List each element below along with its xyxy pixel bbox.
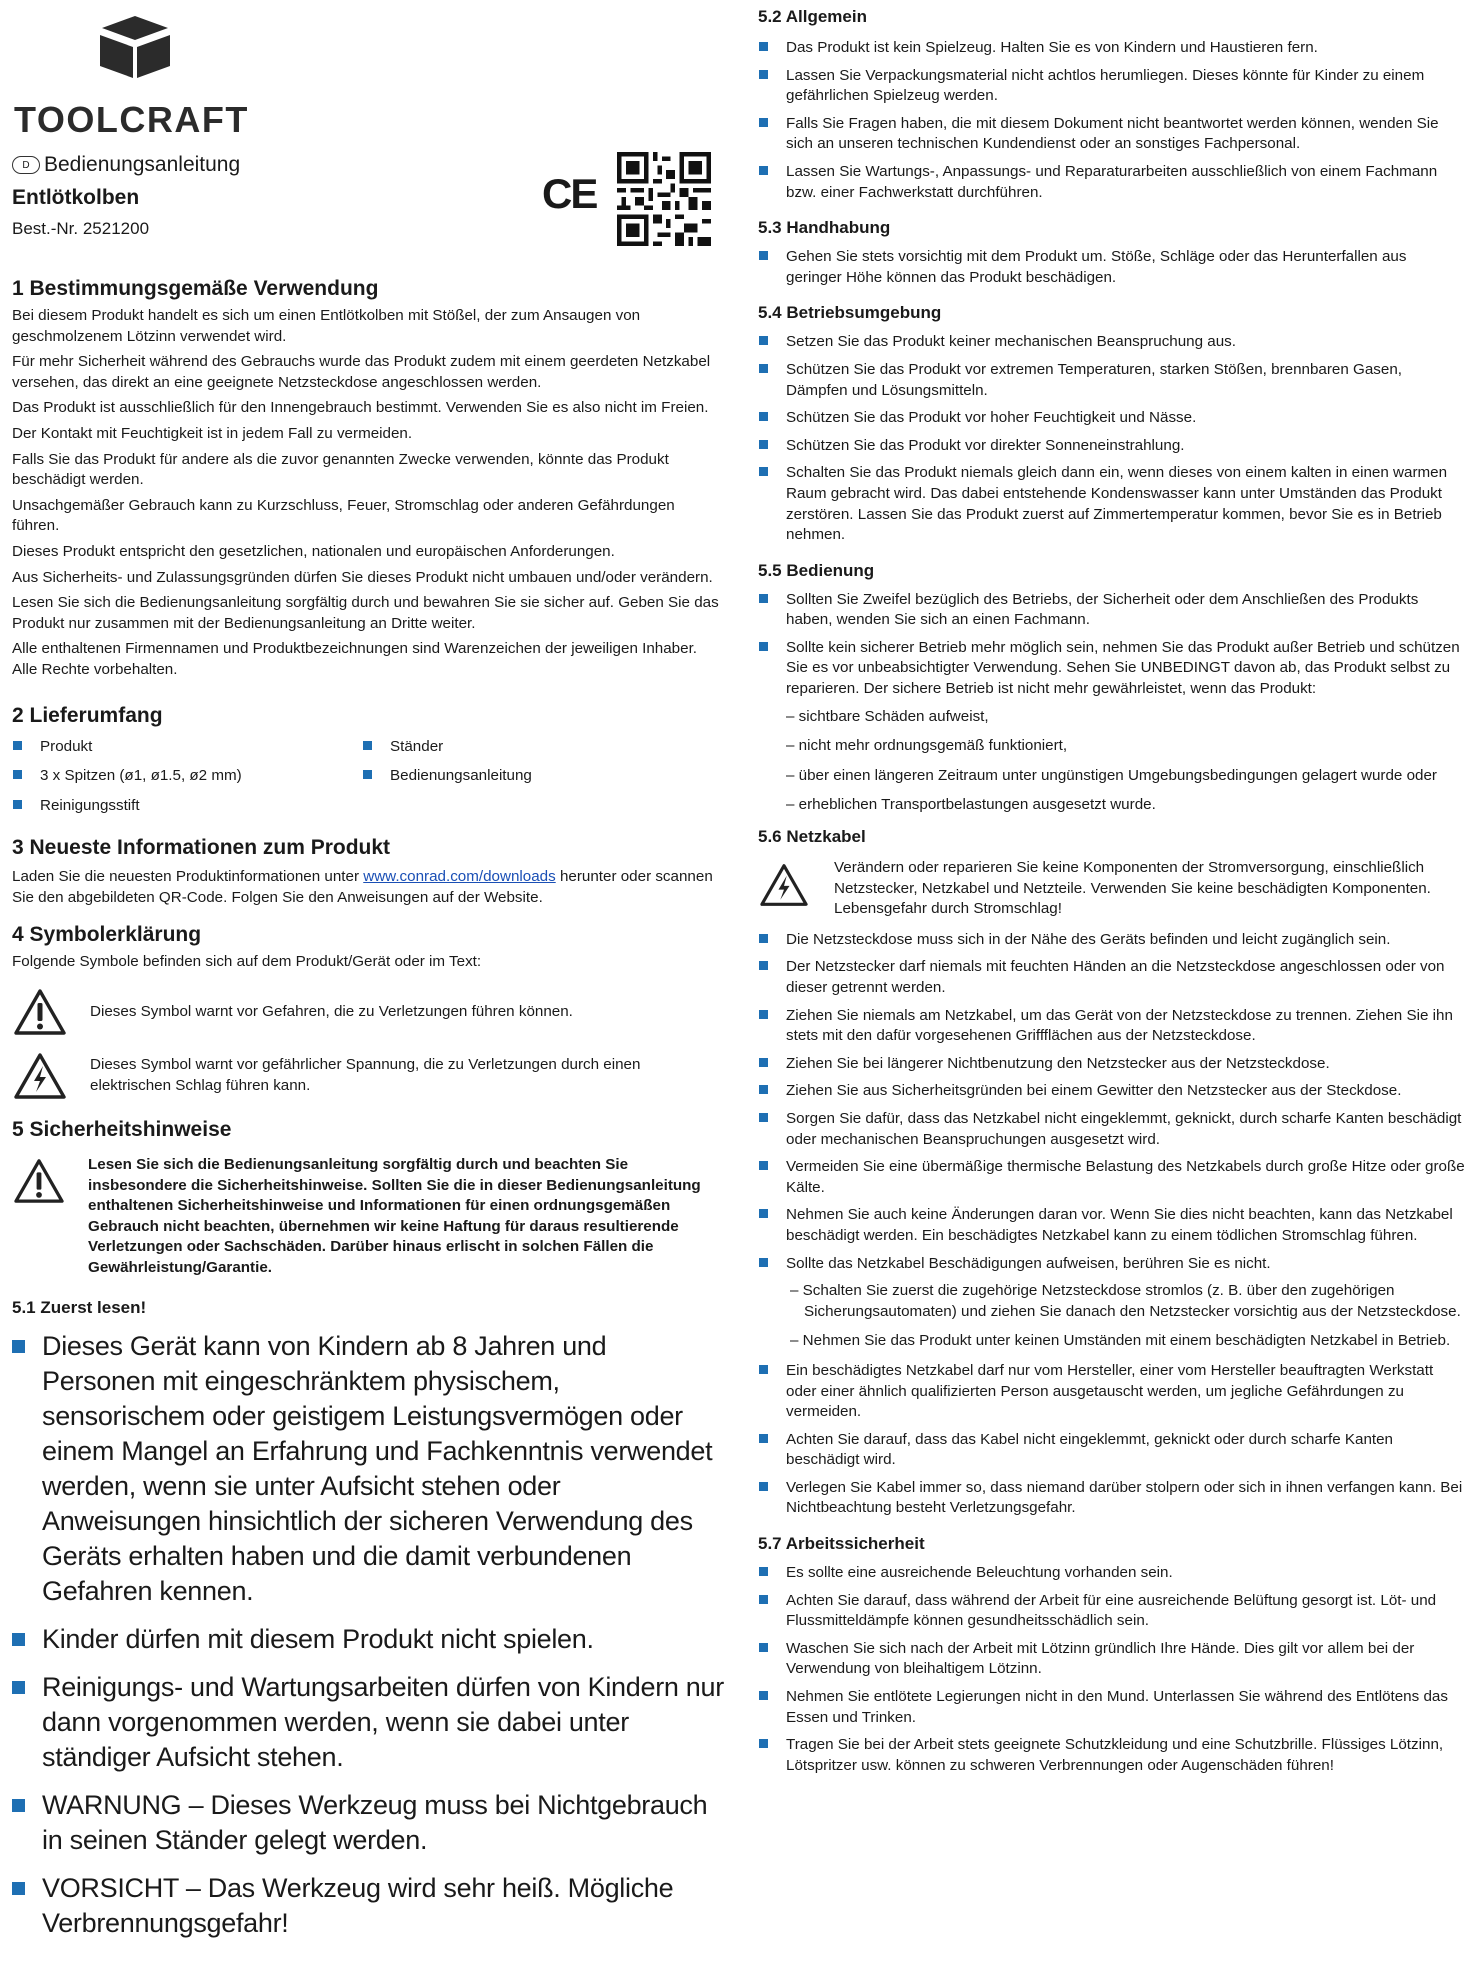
symbol-row [12, 987, 724, 1037]
sub-item: – erheblichen Transportbelastungen ausgesetzt wurde. [786, 796, 1156, 814]
language-d-icon [12, 156, 40, 174]
work-safety-list [758, 1563, 1466, 1776]
section-symbols [12, 922, 724, 1101]
paragraph: Bei diesem Produkt handelt es sich um einen Entlötkolben mit Stößel, der zum Ansaugen von geschmolzenem Lötzinn verwendet wird. [12, 307, 641, 345]
section-read-first [12, 1297, 724, 1941]
list-item: Kinder dürfen mit diesem Produkt nicht spielen. [12, 1622, 724, 1657]
list-item: Ständer [362, 737, 532, 758]
handling-list [758, 247, 1466, 288]
high-voltage-icon [758, 862, 810, 908]
section-title: 5.5 Bedienung [758, 560, 875, 580]
list-item: Achten Sie darauf, dass während der Arbeit für eine ausreichende Belüftung gesorgt ist. Löt- und Flussmitteldämpfe können gesundheitsschädlich sein. [758, 1591, 1466, 1632]
section-title: 5.3 Handhabung [758, 218, 891, 238]
list-item: Achten Sie darauf, dass das Kabel nicht eingeklemmt, geknickt oder durch scharfe Kanten beschädigt wird. [758, 1430, 1466, 1471]
list-item: Verlegen Sie Kabel immer so, dass niemand darüber stolpern oder sich in ihnen verfangen kann. Bei Nichtbeachtung besteht Verletzungsgefahr. [758, 1478, 1466, 1519]
brand-name: TOOLCRAFT [14, 99, 249, 140]
section-safety [12, 1117, 724, 1279]
power-cable-list [758, 930, 1466, 1274]
section-operation [758, 560, 1466, 816]
paragraph [12, 867, 724, 908]
section-intended-use [12, 276, 724, 681]
paragraph: Unsachgemäßer Gebrauch kann zu Kurzschluss, Feuer, Stromschlag oder anderen Gefährdungen führen. [12, 496, 675, 535]
section-handling [758, 217, 1466, 288]
list-item: Reinigungsstift [12, 796, 362, 817]
list-item: Ein beschädigtes Netzkabel darf nur vom Hersteller, einer vom Hersteller beauftragten Werkstatt oder einer ähnlich qualifizierten Person ausgetauscht werden, um jegliche Gefährdungen zu vermeiden. [758, 1361, 1466, 1423]
text-span: herunter oder scannen Sie den abgebildeten QR-Code. Folgen Sie den Anweisungen auf der Website. [12, 868, 713, 906]
delivery-list-right [362, 737, 532, 826]
warning-triangle-icon [12, 987, 68, 1037]
paragraph: Falls Sie das Produkt für andere als die zuvor genannten Zwecke verwenden, könnte das Produkt beschädigt werden. [12, 450, 669, 489]
list-item: Sorgen Sie dafür, dass das Netzkabel nicht eingeklemmt, geknickt, durch scharfe Kanten beschädigt oder mechanischen Beanspruchungen ausgesetzt wird. [758, 1109, 1466, 1150]
list-item: Schützen Sie das Produkt vor direkter Sonneneinstrahlung. [758, 436, 1466, 457]
section-title: 4 Symbolerklärung [12, 923, 202, 947]
paragraph: Aus Sicherheits- und Zulassungsgründen dürfen Sie dieses Produkt nicht umbauen und/oder verändern. [12, 568, 713, 586]
ce-mark-icon [542, 172, 596, 216]
environment-list [758, 332, 1466, 545]
list-item: Dieses Gerät kann von Kindern ab 8 Jahren und Personen mit eingeschränktem physischem, sensorischem oder geistigem Leistungsvermögen oder einem Mangel an Erfahrung und Fachkenntnis verwendet werden, wenn sie unter Aufsicht stehen oder Anweisungen hinsichtlich der sicheren Verwendung des Geräts erhalten haben und die damit verbundenen Gefahren kennen. [12, 1329, 724, 1609]
section-title: 5.2 Allgemein [758, 7, 867, 26]
list-item: Nehmen Sie auch keine Änderungen daran vor. Wenn Sie dies nicht beachten, kann das Netzkabel beschädigt werden. Ein beschädigtes Netzkabel kann zu einem tödlichen Stromschlag führen. [758, 1205, 1466, 1246]
section-environment [758, 302, 1466, 545]
paragraph: Folgende Symbole befinden sich auf dem Produkt/Gerät oder im Text: [12, 953, 482, 971]
list-item: Reinigungs- und Wartungsarbeiten dürfen von Kindern nur dann vorgenommen werden, wenn sie dabei unter ständiger Aufsicht stehen. [12, 1670, 724, 1775]
manual-label: Bedienungsanleitung [44, 153, 241, 176]
list-item: Vermeiden Sie eine übermäßige thermische Belastung des Netzkabels durch große Hitze oder große Kälte. [758, 1157, 1466, 1198]
power-cable-list-2 [758, 1361, 1466, 1519]
list-item: Produkt [12, 737, 362, 758]
product-header [12, 150, 724, 268]
list-item: Das Produkt ist kein Spielzeug. Halten Sie es von Kindern und Haustieren fern. [758, 38, 1466, 59]
section-general [758, 6, 1466, 203]
list-item: Falls Sie Fragen haben, die mit diesem Dokument nicht beantwortet werden können, wenden Sie sich an unseren technischen Kundendienst oder an sonstiges Fachpersonal. [758, 114, 1466, 155]
list-item: Ziehen Sie aus Sicherheitsgründen bei einem Gewitter den Netzstecker aus der Steckdose. [758, 1081, 1466, 1102]
safety-warning [12, 1155, 724, 1279]
section-work-safety [758, 1533, 1466, 1776]
section-delivery-contents [12, 703, 724, 826]
list-item: Es sollte eine ausreichende Beleuchtung vorhanden sein. [758, 1563, 1466, 1584]
paragraph: Lesen Sie sich die Bedienungsanleitung sorgfältig durch und bewahren Sie sie sicher auf. Geben Sie das Produkt nur zusammen mit der Bedienungsanleitung an Dritte weiter. [12, 594, 719, 632]
sub-item: – nicht mehr ordnungsgemäß funktioniert, [786, 737, 1068, 755]
downloads-link[interactable]: www.conrad.com/downloads [363, 868, 556, 886]
list-item: Die Netzsteckdose muss sich in der Nähe des Geräts befinden und leicht zugänglich sein. [758, 930, 1466, 951]
sub-item: – über einen längeren Zeitraum unter ungünstigen Umgebungsbedingungen gelagert wurde oder [786, 766, 1437, 784]
power-warning-text: Verändern oder reparieren Sie keine Komponenten der Stromversorgung, einschließlich Netzstecker, Netzkabel und Netzteile. Verwenden Sie keine beschädigten Komponenten. Lebensgefahr durch Stromschlag! [834, 859, 1431, 918]
section-power-cable [758, 826, 1466, 1519]
section-title: 5.7 Arbeitssicherheit [758, 1534, 925, 1554]
ce-mark-text: CE [542, 170, 597, 217]
list-item: Lassen Sie Verpackungsmaterial nicht achtlos herumliegen. Dieses könnte für Kinder zu einem gefährlichen Spielzeug werden. [758, 66, 1466, 107]
list-item: Der Netzstecker darf niemals mit feuchten Händen an die Netzsteckdose angeschlossen oder von dieser getrennt werden. [758, 957, 1466, 998]
paragraph: Für mehr Sicherheit während des Gebrauchs wurde das Produkt zudem mit einem geerdeten Netzkabel versehen, das direkt an eine geeignete Netzsteckdose angeschlossen werden. [12, 353, 711, 391]
power-warning [758, 858, 1466, 920]
list-item: Tragen Sie bei der Arbeit stets geeignete Schutzkleidung und eine Schutzbrille. Flüssiges Lötzinn, Lötspritzer usw. können zu schweren Verbrennungen oder Augenschäden führen! [758, 1735, 1466, 1776]
paragraph: Der Kontakt mit Feuchtigkeit ist in jedem Fall zu vermeiden. [12, 424, 413, 442]
high-voltage-icon [12, 1051, 68, 1101]
section-title: 5 Sicherheitshinweise [12, 1118, 232, 1142]
operation-list [758, 590, 1466, 700]
power-cable-sublist [758, 1281, 1466, 1352]
paragraph: Dieses Produkt entspricht den gesetzlichen, nationalen und europäischen Anforderungen. [12, 542, 615, 560]
qr-code-icon [617, 152, 711, 246]
delivery-lists [12, 737, 724, 826]
list-item: Sollte kein sicherer Betrieb mehr möglich sein, nehmen Sie das Produkt außer Betrieb und schützen Sie es vor unbeabsichtigter Verwendung. Sehen Sie UNBEDINGT davon ab, das Produkt selbst zu reparieren. Der sichere Betrieb ist nicht mehr gewährleistet, wenn das Produkt: [758, 638, 1466, 700]
list-item: VORSICHT – Das Werkzeug wird sehr heiß. Mögliche Verbrennungsgefahr! [12, 1871, 724, 1941]
paragraph: Alle enthaltenen Firmennamen und Produktbezeichnungen sind Warenzeichen der jeweiligen Inhaber. Alle Rechte vorbehalten. [12, 640, 698, 678]
list-item: Waschen Sie sich nach der Arbeit mit Lötzinn gründlich Ihre Hände. Dies gilt vor allem bei der Verwendung von bleihaltigem Lötzinn. [758, 1639, 1466, 1680]
list-item: Gehen Sie stets vorsichtig mit dem Produkt um. Stöße, Schläge oder das Herunterfallen aus geringer Höhe können das Produkt beschädigen. [758, 247, 1466, 288]
sub-item: – sichtbare Schäden aufweist, [786, 707, 989, 725]
symbol-description: Dieses Symbol warnt vor gefährlicher Spannung, die zu Verletzungen durch einen elektrischen Schlag führen kann. [90, 1056, 641, 1095]
section-title: 5.1 Zuerst lesen! [12, 1297, 147, 1317]
language-code: D [22, 159, 30, 171]
list-item: Schützen Sie das Produkt vor extremen Temperaturen, starken Stößen, brennbaren Gasen, Dämpfen und Lösungsmitteln. [758, 360, 1466, 401]
product-name: Entlötkolben [12, 186, 140, 209]
list-item: Ziehen Sie bei längerer Nichtbenutzung den Netzstecker aus der Netzsteckdose. [758, 1054, 1466, 1075]
order-number: Best.-Nr. 2521200 [12, 219, 150, 238]
symbol-row [12, 1051, 724, 1101]
list-item: Lassen Sie Wartungs-, Anpassungs- und Reparaturarbeiten ausschließlich von einem Fachmann bzw. einer Fachwerkstatt durchführen. [758, 162, 1466, 203]
list-item: Schalten Sie das Produkt niemals gleich dann ein, wenn dieses von einem kalten in einen warmen Raum gebracht wird. Das dabei entstehende Kondenswasser kann unter Umständen das Produkt zerstören. Lassen Sie das Produkt zuerst auf Zimmertemperatur kommen, bevor Sie es in Betrieb nehmen. [758, 463, 1466, 545]
toolcraft-logo-icon [98, 16, 172, 80]
list-item: Setzen Sie das Produkt keiner mechanischen Beanspruchung aus. [758, 332, 1466, 353]
section-title: 5.6 Netzkabel [758, 827, 866, 847]
general-list [758, 38, 1466, 203]
sub-item: – Schalten Sie zuerst die zugehörige Netzsteckdose stromlos (z. B. über den zugehörigen Sicherungsautomaten) und ziehen Sie danach den Netzstecker vorsichtig aus der Netzsteckdose. [790, 1282, 1461, 1320]
left-column [12, 0, 724, 1954]
brand-header [12, 0, 724, 150]
list-item: 3 x Spitzen (ø1, ø1.5, ø2 mm) [12, 766, 362, 787]
warning-triangle-icon [12, 1157, 66, 1205]
paragraph: Das Produkt ist ausschließlich für den Innengebrauch bestimmt. Verwenden Sie es also nicht im Freien. [12, 399, 709, 417]
symbol-description: Dieses Symbol warnt vor Gefahren, die zu Verletzungen führen können. [90, 1002, 573, 1020]
section-title: 2 Lieferumfang [12, 703, 163, 727]
section-latest-info [12, 835, 724, 908]
list-item: Ziehen Sie niemals am Netzkabel, um das Gerät von der Netzsteckdose zu trennen. Ziehen Sie ihn stets mit den dafür vorgesehenen Griffflächen aus der Netzsteckdose. [758, 1006, 1466, 1047]
list-item: WARNUNG – Dieses Werkzeug muss bei Nichtgebrauch in seinen Ständer gelegt werden. [12, 1788, 724, 1858]
read-first-list [12, 1329, 724, 1941]
right-column [758, 6, 1466, 1783]
delivery-list-left [12, 737, 362, 826]
sub-item: – Nehmen Sie das Produkt unter keinen Umständen mit einem beschädigten Netzkabel in Betrieb. [790, 1332, 1451, 1350]
list-item: Bedienungsanleitung [362, 766, 532, 787]
operation-sublist [758, 707, 1466, 816]
list-item: Schützen Sie das Produkt vor hoher Feuchtigkeit und Nässe. [758, 408, 1466, 429]
section-title: 1 Bestimmungsgemäße Verwendung [12, 277, 379, 300]
section-title: 5.4 Betriebsumgebung [758, 303, 942, 323]
text-span: Laden Sie die neuesten Produktinformationen unter [12, 868, 364, 886]
safety-warning-text: Lesen Sie sich die Bedienungsanleitung sorgfältig durch und beachten Sie insbesondere die Sicherheitshinweise. Sollten Sie die in dieser Bedienungsanleitung enthaltenen Sicherheitshinweise und Informationen für einen ordnungsgemäßen Gebrauch nicht beachten, übernehmen wir keine Haftung für daraus resultierende Verletzungen oder Sachschäden. Darüber hinaus erlischt in solchen Fällen die Gewährleistung/Garantie. [88, 1156, 701, 1277]
list-item: Sollten Sie Zweifel bezüglich des Betriebs, der Sicherheit oder dem Anschließen des Produkts haben, wenden Sie sich an einen Fachmann. [758, 590, 1466, 631]
list-item: Nehmen Sie entlötete Legierungen nicht in den Mund. Unterlassen Sie während des Entlötens das Essen und Trinken. [758, 1687, 1466, 1728]
section-title: 3 Neueste Informationen zum Produkt [12, 836, 391, 860]
list-item: Sollte das Netzkabel Beschädigungen aufweisen, berühren Sie es nicht. [758, 1254, 1466, 1275]
